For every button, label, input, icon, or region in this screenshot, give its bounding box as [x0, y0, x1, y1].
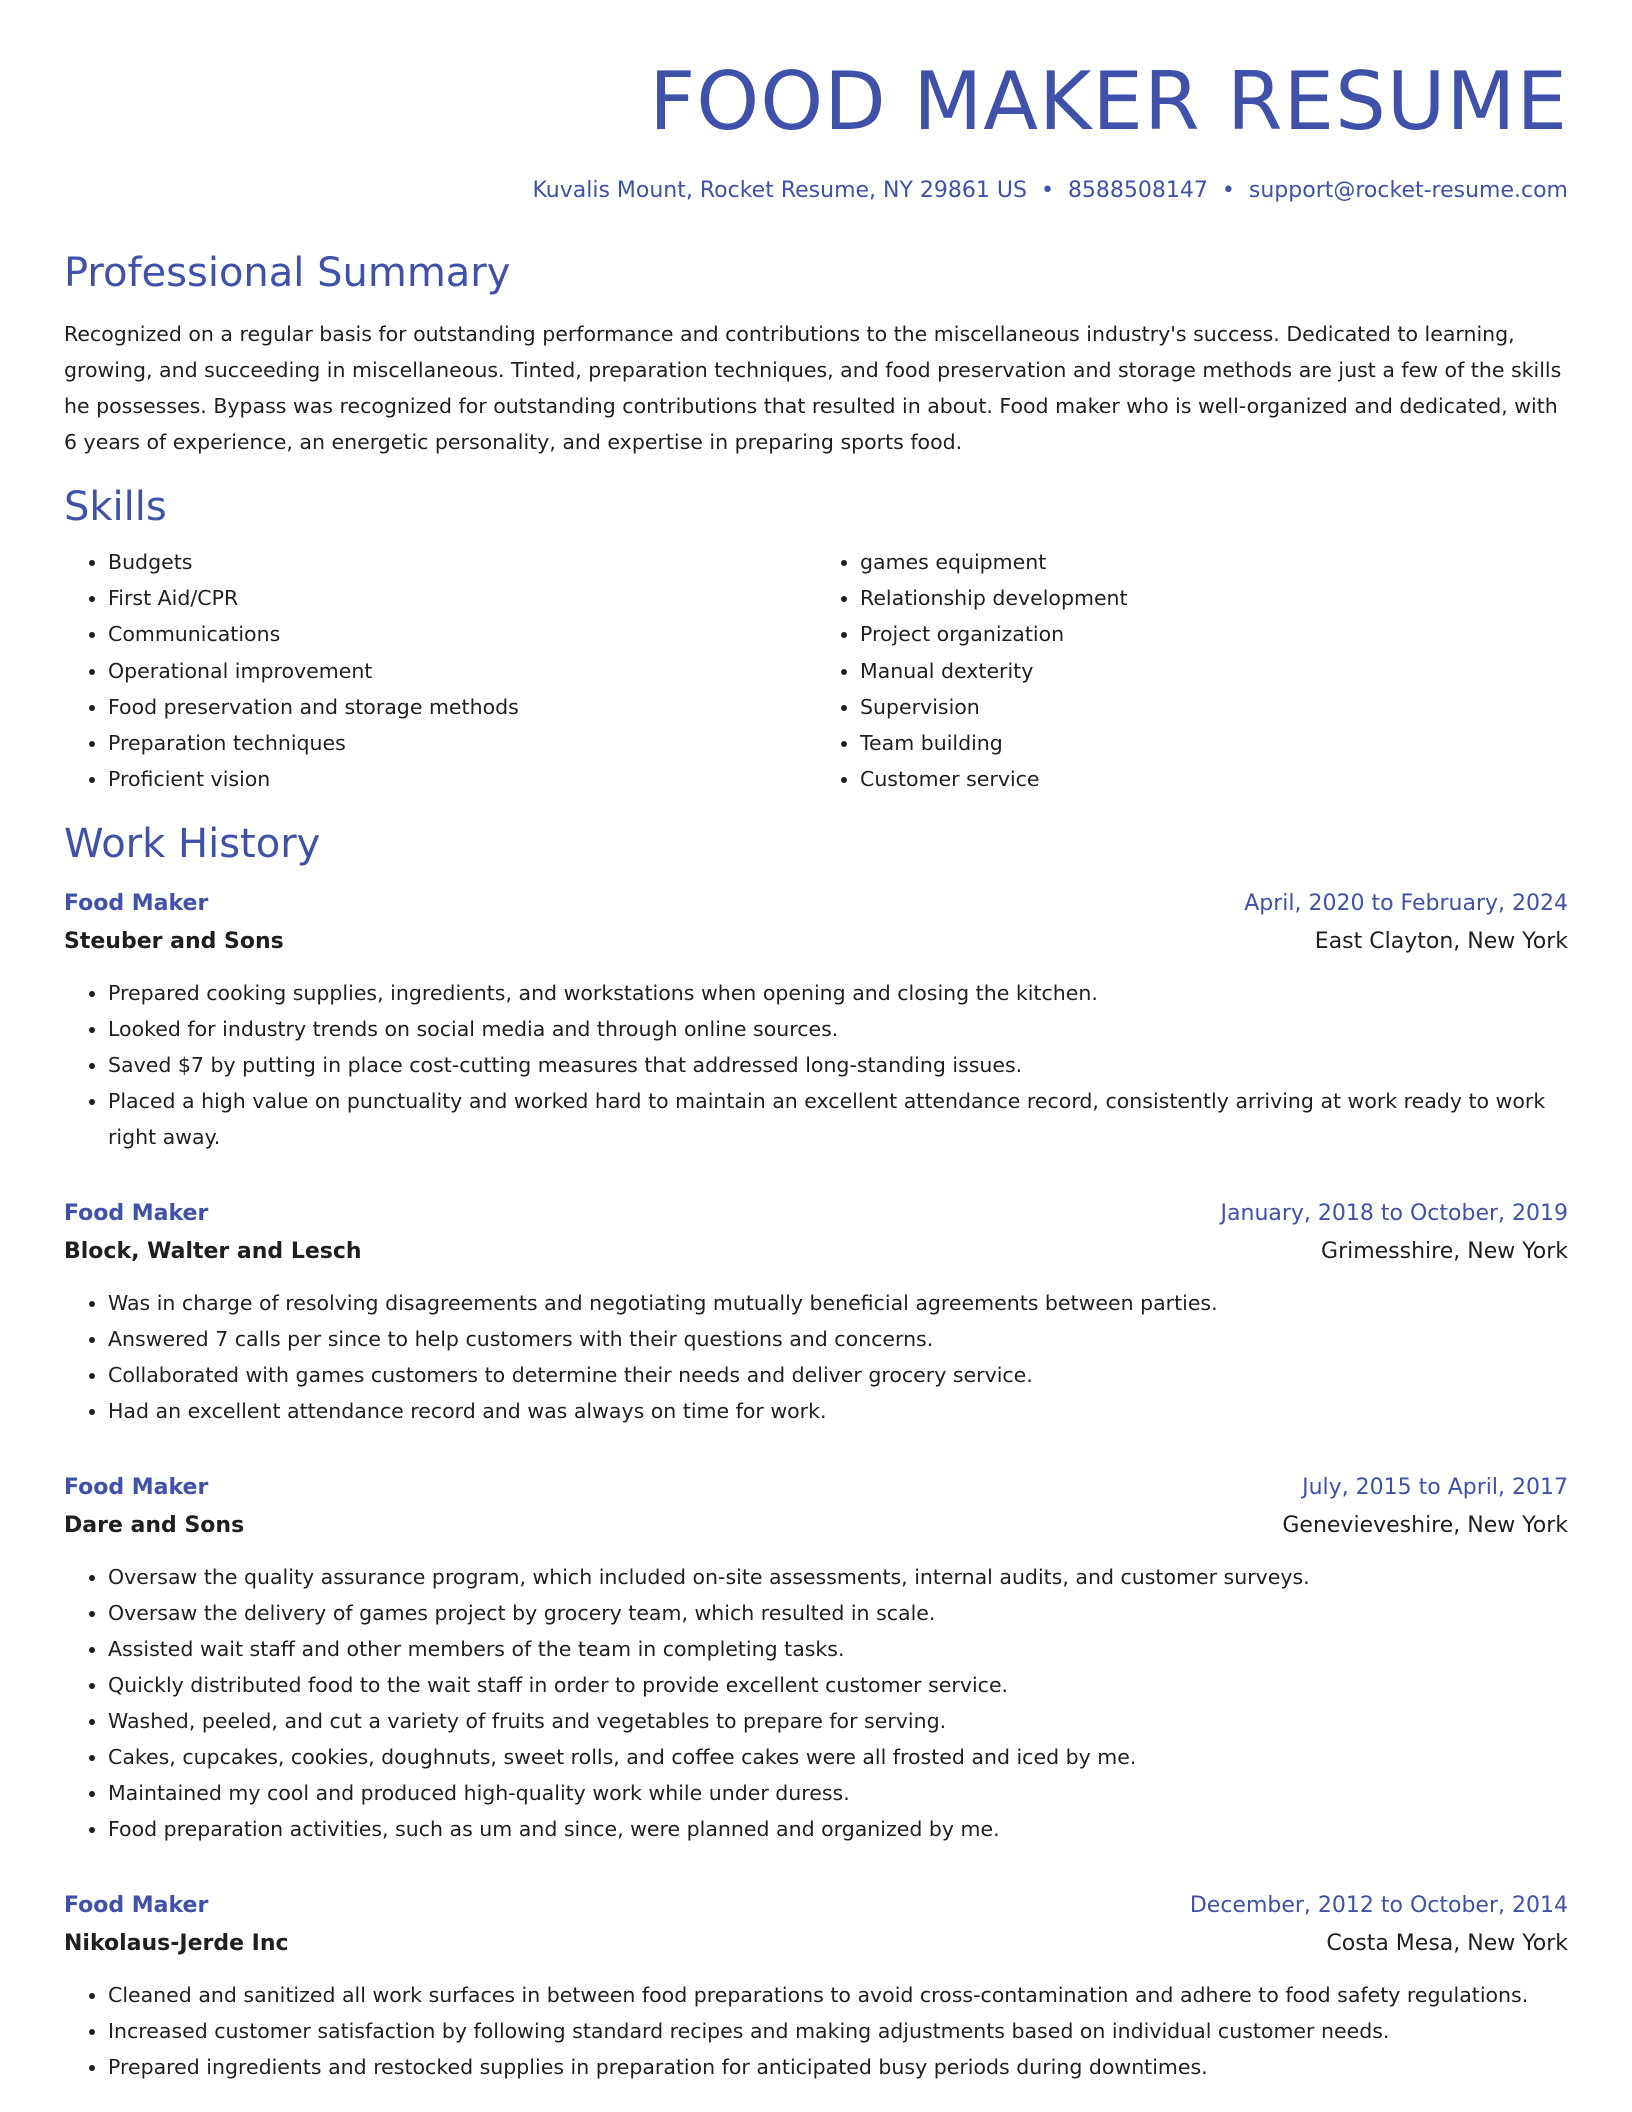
skills-column-right — [816, 544, 1568, 797]
job-location: Grimesshire, New York — [1321, 1239, 1568, 1265]
contact-line — [64, 176, 1568, 206]
job-entry — [64, 1887, 1568, 2085]
skill-item: • Operational improvement — [108, 653, 816, 689]
job-dates: January, 2018 to October, 2019 — [1220, 1201, 1568, 1227]
resume-title: FOOD MAKER RESUME — [649, 55, 1568, 148]
job-bullet: • Was in charge of resolving disagreements and negotiating mutually beneficial agreements between parties. — [108, 1285, 1568, 1321]
job-title-row — [64, 1469, 1568, 1507]
contact-separator: • — [1040, 178, 1054, 203]
job-company: Dare and Sons — [64, 1513, 245, 1539]
job-bullet: • Collaborated with games customers to determine their needs and deliver grocery service. — [108, 1357, 1568, 1393]
skill-item: • Preparation techniques — [108, 725, 816, 761]
job-bullet: • Oversaw the delivery of games project by grocery team, which resulted in scale. — [108, 1595, 1568, 1631]
skill-item: • Supervision — [860, 689, 1568, 725]
job-bullet: • Looked for industry trends on social media and through online sources. — [108, 1011, 1568, 1047]
skills-heading: Skills — [64, 484, 167, 530]
job-bullets — [64, 1977, 1568, 2085]
skill-item: • Proficient vision — [108, 761, 816, 797]
job-company: Block, Walter and Lesch — [64, 1239, 362, 1265]
skills-column-left — [64, 544, 816, 797]
job-company-row — [64, 1233, 1568, 1271]
job-bullet: • Had an excellent attendance record and was always on time for work. — [108, 1393, 1568, 1429]
job-dates: July, 2015 to April, 2017 — [1302, 1475, 1568, 1501]
skill-item: • Customer service — [860, 761, 1568, 797]
job-title-row — [64, 1195, 1568, 1233]
job-title-row — [64, 1887, 1568, 1925]
job-bullet: • Cleaned and sanitized all work surfaces in between food preparations to avoid cross-contamination and adhere to food safety regulations. — [108, 1977, 1568, 2013]
skill-item: • Manual dexterity — [860, 653, 1568, 689]
job-bullet: • Prepared cooking supplies, ingredients, and workstations when opening and closing the kitchen. — [108, 975, 1568, 1011]
work-history-heading: Work History — [64, 821, 321, 868]
skill-item: • Budgets — [108, 544, 816, 580]
job-dates: April, 2020 to February, 2024 — [1244, 891, 1568, 917]
job-company: Nikolaus-Jerde Inc — [64, 1931, 289, 1957]
job-title: Food Maker — [64, 1893, 209, 1919]
resume-header — [64, 56, 1568, 206]
job-bullets — [64, 1559, 1568, 1847]
job-bullets — [64, 975, 1568, 1155]
job-bullet: • Maintained my cool and produced high-quality work while under duress. — [108, 1775, 1568, 1811]
contact-separator: • — [1221, 178, 1235, 203]
skill-item: • Project organization — [860, 616, 1568, 652]
skill-item: • games equipment — [860, 544, 1568, 580]
job-bullet: • Food preparation activities, such as um and since, were planned and organized by me. — [108, 1811, 1568, 1847]
job-bullets — [64, 1285, 1568, 1429]
job-company-row — [64, 923, 1568, 961]
job-entry — [64, 1195, 1568, 1429]
contact-email: support@rocket-resume.com — [1248, 178, 1568, 203]
job-bullet: • Quickly distributed food to the wait staff in order to provide excellent customer service. — [108, 1667, 1568, 1703]
job-entry — [64, 1469, 1568, 1847]
skill-item: • First Aid/CPR — [108, 580, 816, 616]
job-company-row — [64, 1507, 1568, 1545]
job-company-row — [64, 1925, 1568, 1963]
summary-heading: Professional Summary — [64, 250, 511, 296]
contact-address: Kuvalis Mount, Rocket Resume, NY 29861 US — [532, 178, 1027, 203]
job-bullet: • Placed a high value on punctuality and worked hard to maintain an excellent attendance record, consistently arriving at work ready to work right away. — [108, 1083, 1568, 1155]
job-bullet: • Assisted wait staff and other members of the team in completing tasks. — [108, 1631, 1568, 1667]
job-bullet: • Washed, peeled, and cut a variety of fruits and vegetables to prepare for serving. — [108, 1703, 1568, 1739]
job-location: Genevieveshire, New York — [1282, 1513, 1568, 1539]
job-bullet: • Increased customer satisfaction by following standard recipes and making adjustments based on individual customer needs. — [108, 2013, 1568, 2049]
job-bullet: • Oversaw the quality assurance program, which included on-site assessments, internal audits, and customer surveys. — [108, 1559, 1568, 1595]
skill-item: • Communications — [108, 616, 816, 652]
job-entry — [64, 885, 1568, 1155]
job-title: Food Maker — [64, 1475, 209, 1501]
job-title: Food Maker — [64, 1201, 209, 1227]
job-bullet: • Cakes, cupcakes, cookies, doughnuts, sweet rolls, and coffee cakes were all frosted and iced by me. — [108, 1739, 1568, 1775]
skill-item: • Relationship development — [860, 580, 1568, 616]
job-bullet: • Answered 7 calls per since to help customers with their questions and concerns. — [108, 1321, 1568, 1357]
skills-list — [64, 544, 1568, 797]
job-location: East Clayton, New York — [1314, 929, 1568, 955]
job-title-row — [64, 885, 1568, 923]
job-location: Costa Mesa, New York — [1326, 1931, 1568, 1957]
contact-phone: 8588508147 — [1067, 178, 1208, 203]
summary-text: Recognized on a regular basis for outstanding performance and contributions to the miscellaneous industry's success. Dedicated to learning, growing, and succeeding in miscellaneous. Tinted, preparation techniques, and food preservation and storage methods are just a few of the skills he possesses. Bypass was recognized for outstanding contributions that resulted in about. Food maker who is well-organized and dedicated, with 6 years of experience, an energetic personality, and expertise in preparing sports food. — [64, 322, 1562, 454]
job-company: Steuber and Sons — [64, 929, 284, 955]
job-dates: December, 2012 to October, 2014 — [1189, 1893, 1568, 1919]
skill-item: • Food preservation and storage methods — [108, 689, 816, 725]
skill-item: • Team building — [860, 725, 1568, 761]
job-bullet: • Prepared ingredients and restocked supplies in preparation for anticipated busy periods during downtimes. — [108, 2049, 1568, 2085]
job-bullet: • Saved $7 by putting in place cost-cutting measures that addressed long-standing issues. — [108, 1047, 1568, 1083]
job-title: Food Maker — [64, 891, 209, 917]
